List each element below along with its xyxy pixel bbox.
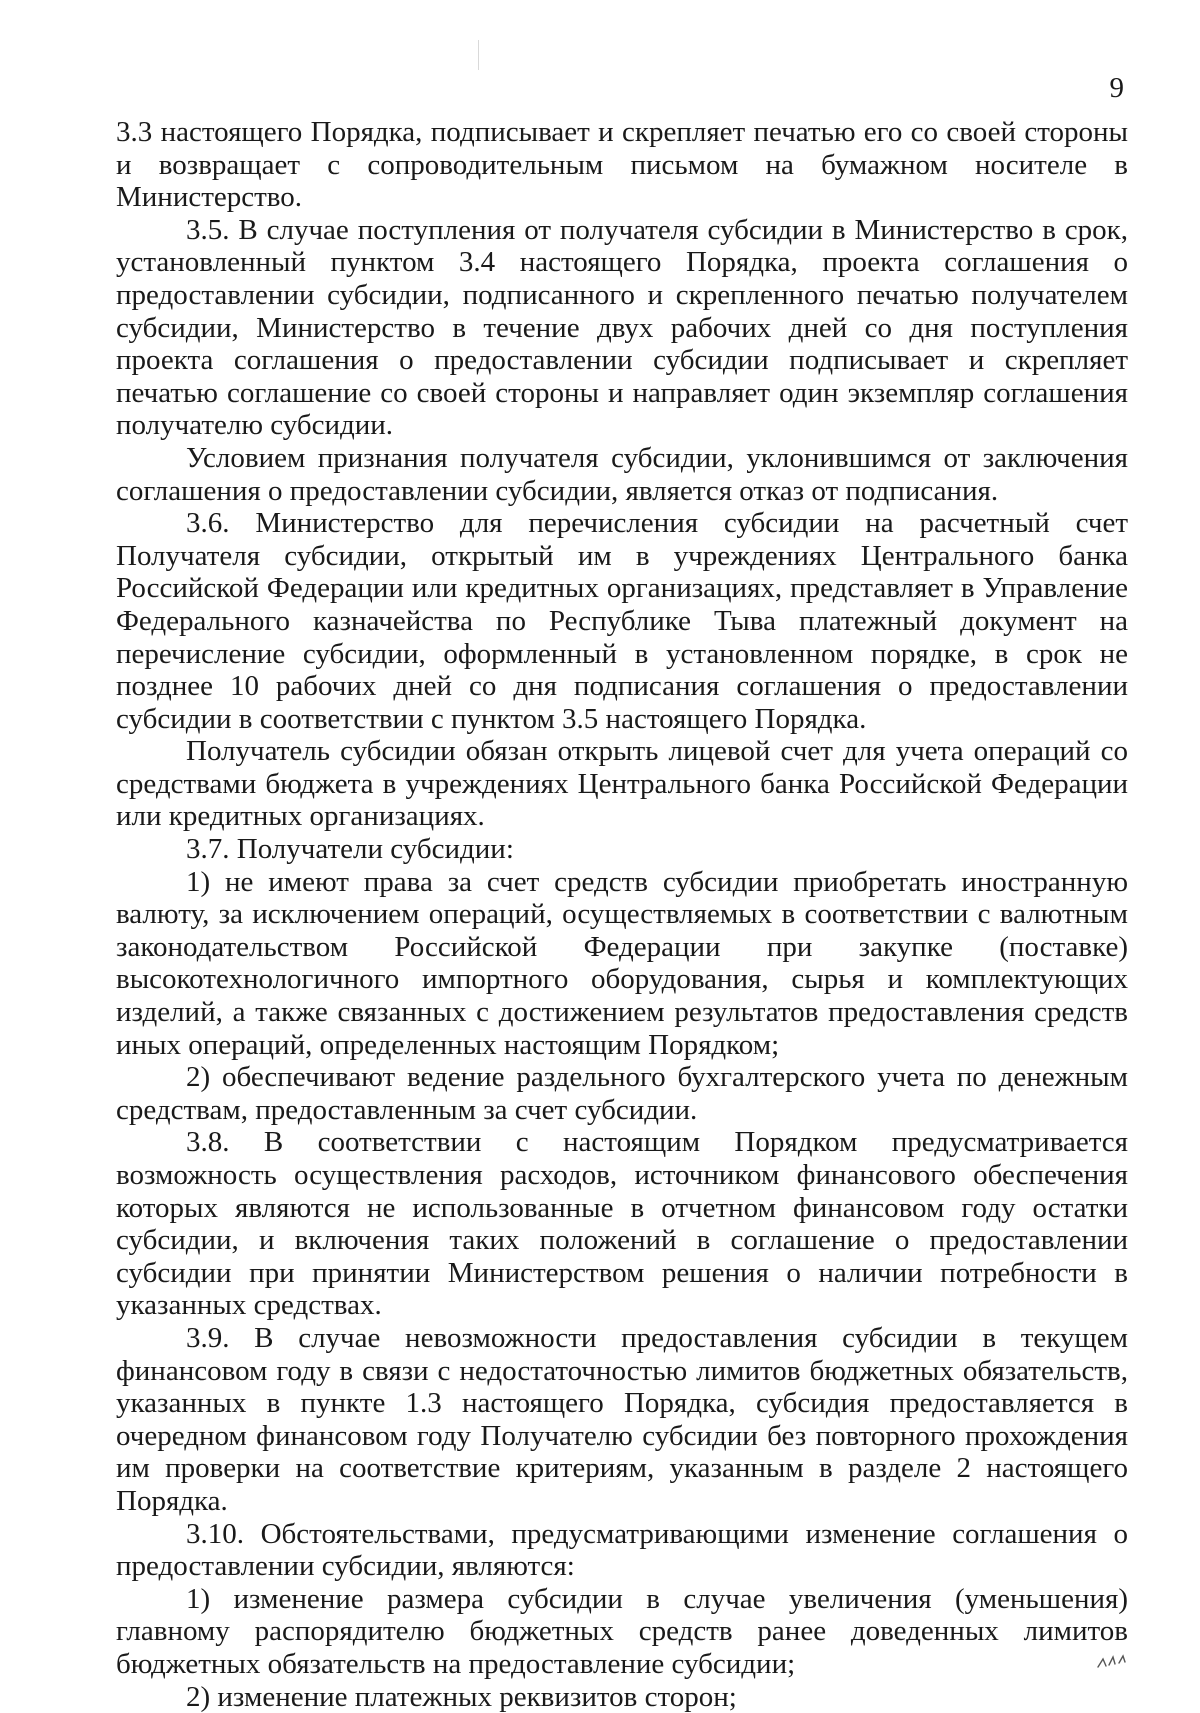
paragraph-3-9: 3.9. В случае невозможности предоставления субсидии в текущем финансовом году в связи с недостаточностью лимитов бюджетных обязательств, указанных в пункте 1.3 настоящего Порядка, субсидия предоставляется в очередном финансовом году Получателю субсидии без повторного прохождения им проверки на соответствие критериям, указанным в разделе 2 настоящего Порядка.	[116, 1322, 1128, 1518]
document-body	[116, 116, 1128, 1713]
paragraph-3-7: 3.7. Получатели субсидии:	[116, 833, 1128, 866]
paragraph-3-8: 3.8. В соответствии с настоящим Порядком предусматривается возможность осуществления расходов, источником финансового обеспечения которых являются не использованные в отчетном финансовом году остатки субсидии, и включения таких положений в соглашение о предоставлении субсидии при принятии Министерством решения о наличии потребности в указанных средствах.	[116, 1126, 1128, 1322]
paragraph-3-7-item-1: 1) не имеют права за счет средств субсидии приобретать иностранную валюту, за исключением операций, осуществляемых в соответствии с валютным законодательством Российской Федерации при закупке (поставке) высокотехнологичного импортного оборудования, сырья и комплектующих изделий, а также связанных с достижением результатов предоставления средств иных операций, определенных настоящим Порядком;	[116, 866, 1128, 1062]
handwritten-initials-mark	[1094, 1651, 1130, 1673]
paragraph-3-10-item-1: 1) изменение размера субсидии в случае увеличения (уменьшения) главному распорядителю бюджетных средств ранее доведенных лимитов бюджетных обязательств на предоставление субсидии;	[116, 1583, 1128, 1681]
paragraph-account-obligation: Получатель субсидии обязан открыть лицевой счет для учета операций со средствами бюджета в учреждениях Центрального банка Российской Федерации или кредитных организациях.	[116, 735, 1128, 833]
paragraph-3-6: 3.6. Министерство для перечисления субсидии на расчетный счет Получателя субсидии, открытый им в учреждениях Центрального банка Российской Федерации или кредитных организациях, представляет в Управление Федерального казначейства по Республике Тыва платежный документ на перечисление субсидии, оформленный в установленном порядке, в срок не позднее 10 рабочих дней со дня подписания соглашения о предоставлении субсидии в соответствии с пунктом 3.5 настоящего Порядка.	[116, 507, 1128, 735]
paragraph-3-7-item-2: 2) обеспечивают ведение раздельного бухгалтерского учета по денежным средствам, предоставленным за счет субсидии.	[116, 1061, 1128, 1126]
scan-artifact-mark	[478, 40, 479, 70]
page-number: 9	[1110, 72, 1125, 104]
paragraph-3-10: 3.10. Обстоятельствами, предусматривающими изменение соглашения о предоставлении субсидии, являются:	[116, 1518, 1128, 1583]
paragraph-refusal-condition: Условием признания получателя субсидии, уклонившимся от заключения соглашения о предоставлении субсидии, является отказ от подписания.	[116, 442, 1128, 507]
paragraph-3-10-item-2: 2) изменение платежных реквизитов сторон;	[116, 1681, 1128, 1713]
paragraph-continuation: 3.3 настоящего Порядка, подписывает и скрепляет печатью его со своей стороны и возвращает с сопроводительным письмом на бумажном носителе в Министерство.	[116, 116, 1128, 214]
paragraph-3-5: 3.5. В случае поступления от получателя субсидии в Министерство в срок, установленный пунктом 3.4 настоящего Порядка, проекта соглашения о предоставлении субсидии, подписанного и скрепленного печатью получателем субсидии, Министерство в течение двух рабочих дней со дня поступления проекта соглашения о предоставлении субсидии подписывает и скрепляет печатью соглашение со своей стороны и направляет один экземпляр соглашения получателю субсидии.	[116, 214, 1128, 442]
